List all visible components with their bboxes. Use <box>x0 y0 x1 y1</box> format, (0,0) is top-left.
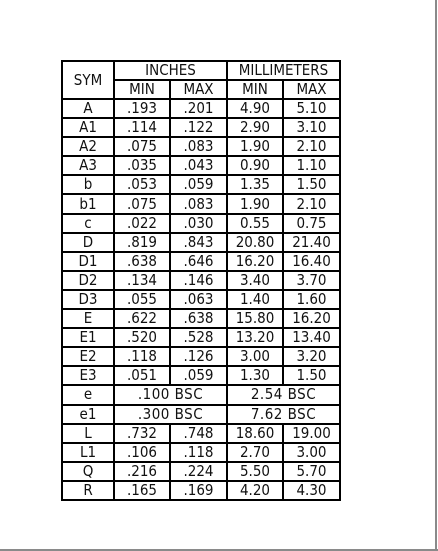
mm-min-cell: 20.80 <box>227 233 283 252</box>
table-row <box>62 328 340 347</box>
mm-max-cell: 3.70 <box>283 271 340 290</box>
inches-min-cell: .193 <box>114 99 170 118</box>
mm-min-cell: 0.55 <box>227 214 283 233</box>
mm-bsc-cell: 2.54 BSC <box>227 385 340 404</box>
inches-max-cell: .843 <box>170 233 227 252</box>
table-row <box>62 252 340 271</box>
mm-max-cell: 4.30 <box>283 481 340 500</box>
sym-cell: A2 <box>62 137 114 156</box>
table-row <box>62 481 340 500</box>
sym-cell: b <box>62 175 114 194</box>
inches-max-cell: .043 <box>170 156 227 175</box>
inches-min-cell: .520 <box>114 328 170 347</box>
sym-cell: L <box>62 424 114 443</box>
mm-min-cell: 1.40 <box>227 290 283 309</box>
table-row <box>62 233 340 252</box>
inches-max-cell: .030 <box>170 214 227 233</box>
mm-max-cell: 0.75 <box>283 214 340 233</box>
dimensions-table-body <box>62 61 340 500</box>
mm-min-cell: 2.90 <box>227 118 283 137</box>
inches-min-cell: .622 <box>114 309 170 328</box>
mm-max-cell: 5.10 <box>283 99 340 118</box>
mm-bsc-cell: 7.62 BSC <box>227 405 340 424</box>
table-row <box>62 214 340 233</box>
inches-min-cell: .134 <box>114 271 170 290</box>
table-row <box>62 462 340 481</box>
table-row <box>62 385 340 404</box>
inches-min-cell: .075 <box>114 194 170 213</box>
inches-bsc-cell: .100 BSC <box>114 385 227 404</box>
sym-cell: L1 <box>62 443 114 462</box>
mm-min-cell: 1.35 <box>227 175 283 194</box>
mm-min-cell: 0.90 <box>227 156 283 175</box>
inches-max-cell: .146 <box>170 271 227 290</box>
mm-min-cell: 16.20 <box>227 252 283 271</box>
table-row <box>62 156 340 175</box>
inches-min-cell: .819 <box>114 233 170 252</box>
mm-max-cell: 13.40 <box>283 328 340 347</box>
inches-max-cell: .083 <box>170 137 227 156</box>
mm-min-cell: 2.70 <box>227 443 283 462</box>
inches-min-cell: .022 <box>114 214 170 233</box>
inches-max-cell: .126 <box>170 347 227 366</box>
sym-cell: E2 <box>62 347 114 366</box>
inches-min-cell: .055 <box>114 290 170 309</box>
table-row <box>62 137 340 156</box>
mm-max-cell: 5.70 <box>283 462 340 481</box>
mm-min-header: MIN <box>227 80 283 99</box>
inches-max-cell: .059 <box>170 175 227 194</box>
mm-min-cell: 15.80 <box>227 309 283 328</box>
table-row <box>62 443 340 462</box>
inches-max-cell: .646 <box>170 252 227 271</box>
inches-max-cell: .118 <box>170 443 227 462</box>
mm-min-cell: 5.50 <box>227 462 283 481</box>
sym-cell: D2 <box>62 271 114 290</box>
mm-max-cell: 16.20 <box>283 309 340 328</box>
mm-min-cell: 4.90 <box>227 99 283 118</box>
mm-max-cell: 1.50 <box>283 366 340 385</box>
inches-min-cell: .035 <box>114 156 170 175</box>
mm-min-cell: 1.90 <box>227 137 283 156</box>
mm-max-cell: 3.00 <box>283 443 340 462</box>
table-row <box>62 405 340 424</box>
sym-cell: E3 <box>62 366 114 385</box>
sym-cell: R <box>62 481 114 500</box>
header-row-units <box>62 61 340 80</box>
table-row <box>62 347 340 366</box>
table-row <box>62 366 340 385</box>
inches-min-cell: .732 <box>114 424 170 443</box>
inches-min-cell: .638 <box>114 252 170 271</box>
sym-cell: e1 <box>62 405 114 424</box>
table-row <box>62 175 340 194</box>
inches-max-cell: .059 <box>170 366 227 385</box>
sym-cell: b1 <box>62 194 114 213</box>
sym-cell: E <box>62 309 114 328</box>
sym-cell: E1 <box>62 328 114 347</box>
mm-max-cell: 1.50 <box>283 175 340 194</box>
mm-max-cell: 2.10 <box>283 194 340 213</box>
table-row <box>62 194 340 213</box>
table-row <box>62 424 340 443</box>
inches-min-cell: .118 <box>114 347 170 366</box>
inches-min-cell: .165 <box>114 481 170 500</box>
mm-max-cell: 3.20 <box>283 347 340 366</box>
mm-min-cell: 3.40 <box>227 271 283 290</box>
inches-header: INCHES <box>114 61 227 80</box>
millimeters-header: MILLIMETERS <box>227 61 340 80</box>
inches-min-header: MIN <box>114 80 170 99</box>
inches-max-cell: .122 <box>170 118 227 137</box>
inches-max-cell: .169 <box>170 481 227 500</box>
table-row <box>62 290 340 309</box>
inches-max-cell: .083 <box>170 194 227 213</box>
inches-max-cell: .748 <box>170 424 227 443</box>
sym-cell: Q <box>62 462 114 481</box>
sym-cell: A1 <box>62 118 114 137</box>
mm-max-cell: 2.10 <box>283 137 340 156</box>
inches-max-cell: .528 <box>170 328 227 347</box>
mm-max-cell: 1.60 <box>283 290 340 309</box>
table-row <box>62 99 340 118</box>
mm-max-cell: 21.40 <box>283 233 340 252</box>
mm-max-cell: 19.00 <box>283 424 340 443</box>
page-right-border <box>435 0 437 551</box>
inches-min-cell: .114 <box>114 118 170 137</box>
mm-min-cell: 18.60 <box>227 424 283 443</box>
inches-max-cell: .063 <box>170 290 227 309</box>
sym-cell: e <box>62 385 114 404</box>
mm-min-cell: 1.30 <box>227 366 283 385</box>
inches-min-cell: .075 <box>114 137 170 156</box>
sym-cell: D1 <box>62 252 114 271</box>
mm-min-cell: 1.90 <box>227 194 283 213</box>
sym-cell: c <box>62 214 114 233</box>
sym-cell: A <box>62 99 114 118</box>
inches-max-cell: .201 <box>170 99 227 118</box>
mm-max-header: MAX <box>283 80 340 99</box>
inches-max-cell: .638 <box>170 309 227 328</box>
inches-max-header: MAX <box>170 80 227 99</box>
table-row <box>62 309 340 328</box>
inches-min-cell: .053 <box>114 175 170 194</box>
dimensions-table <box>61 60 341 501</box>
inches-bsc-cell: .300 BSC <box>114 405 227 424</box>
mm-max-cell: 3.10 <box>283 118 340 137</box>
sym-cell: A3 <box>62 156 114 175</box>
table-row <box>62 271 340 290</box>
mm-max-cell: 16.40 <box>283 252 340 271</box>
mm-min-cell: 3.00 <box>227 347 283 366</box>
mm-max-cell: 1.10 <box>283 156 340 175</box>
sym-cell: D3 <box>62 290 114 309</box>
inches-min-cell: .216 <box>114 462 170 481</box>
sym-cell: D <box>62 233 114 252</box>
sym-header: SYM <box>62 61 114 99</box>
mm-min-cell: 13.20 <box>227 328 283 347</box>
inches-min-cell: .051 <box>114 366 170 385</box>
mm-min-cell: 4.20 <box>227 481 283 500</box>
inches-min-cell: .106 <box>114 443 170 462</box>
inches-max-cell: .224 <box>170 462 227 481</box>
table-row <box>62 118 340 137</box>
